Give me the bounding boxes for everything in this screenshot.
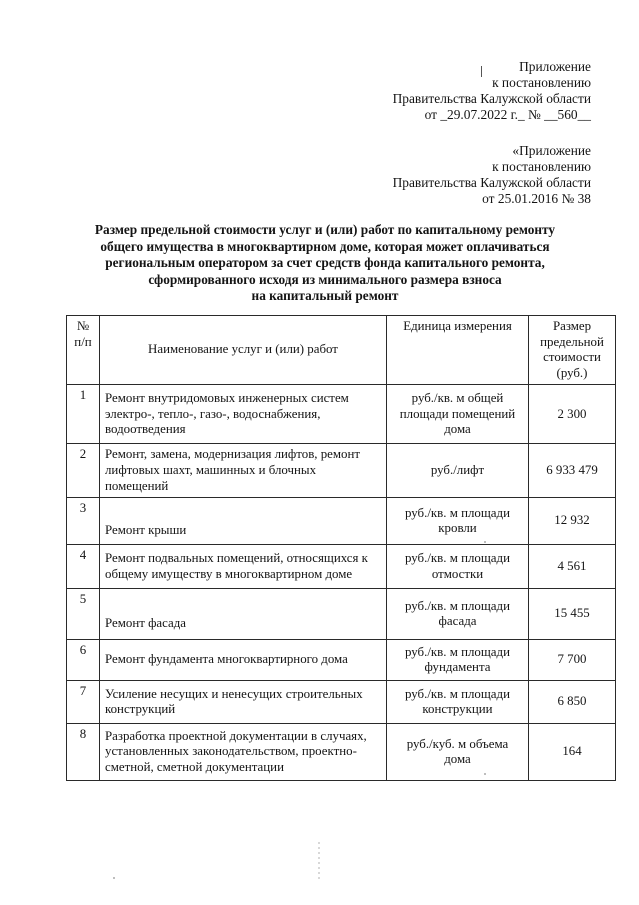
row-unit: руб./кв. м площади фасада [387, 589, 529, 640]
row-num: 7 [67, 681, 100, 724]
row-num: 1 [67, 385, 100, 444]
row-name: Разработка проектной документации в случаях, установленных законодательством, проектно-сметной, сметной документации [100, 724, 387, 781]
table-row [67, 589, 616, 640]
table-row [67, 681, 616, 724]
row-cost: 7 700 [529, 640, 616, 681]
row-cost: 164 [529, 724, 616, 781]
appendix-label: Приложение [519, 59, 591, 74]
resolution-label: к постановлению [492, 75, 591, 90]
row-num: 8 [67, 724, 100, 781]
resolution-date-number: от 25.01.2016 № 38 [482, 191, 591, 206]
row-unit: руб./кв. м площади конструкции [387, 681, 529, 724]
document-title [60, 222, 590, 305]
row-num: 4 [67, 545, 100, 589]
table-row [67, 724, 616, 781]
scan-speck [484, 773, 486, 775]
table-row [67, 545, 616, 589]
table-row [67, 498, 616, 545]
title-line: сформированного исходя из минимального размера взноса [148, 271, 502, 287]
cost-table [66, 315, 616, 781]
header-cost: Размер предельной стоимости (руб.) [529, 316, 616, 385]
appendix-header-old [393, 143, 591, 207]
table-row [67, 444, 616, 498]
row-unit: руб./кв. м общей площади помещений дома [387, 385, 529, 444]
row-unit: руб./куб. м объема дома [387, 724, 529, 781]
row-cost: 12 932 [529, 498, 616, 545]
table-row [67, 640, 616, 681]
row-num: 3 [67, 498, 100, 545]
government-label: Правительства Калужской области [392, 91, 591, 106]
row-num: 2 [67, 444, 100, 498]
row-cost: 4 561 [529, 545, 616, 589]
row-cost: 15 455 [529, 589, 616, 640]
row-name: Ремонт внутридомовых инженерных систем электро-, тепло-, газо-, водоснабжения, водоотведения [100, 385, 387, 444]
header-name: Наименование услуг и (или) работ [100, 316, 387, 385]
title-line: Размер предельной стоимости услуг и (или) работ по капитальному ремонту [94, 222, 556, 237]
table-row [67, 385, 616, 444]
header-num: № п/п [67, 316, 100, 385]
resolution-label: к постановлению [492, 159, 591, 174]
scan-artifact [318, 842, 320, 882]
title-line: общего имущества в многоквартирном доме, которая может оплачиваться [100, 238, 550, 254]
appendix-header-new [393, 59, 591, 123]
header-unit: Единица измерения [387, 316, 529, 385]
row-name: Ремонт, замена, модернизация лифтов, ремонт лифтовых шахт, машинных и блочных помещений [100, 444, 387, 498]
scan-speck [484, 541, 486, 543]
row-unit: руб./лифт [387, 444, 529, 498]
row-unit: руб./кв. м площади фундамента [387, 640, 529, 681]
row-unit: руб./кв. м площади кровли [387, 498, 529, 545]
appendix-label: «Приложение [512, 143, 591, 158]
row-cost: 6 933 479 [529, 444, 616, 498]
table-header-row [67, 316, 616, 385]
row-cost: 6 850 [529, 681, 616, 724]
row-num: 5 [67, 589, 100, 640]
scan-speck [113, 877, 115, 879]
title-line: региональным оператором за счет средств фонда капитального ремонта, [105, 255, 545, 270]
row-name: Ремонт крыши [100, 498, 387, 545]
row-name: Ремонт фундамента многоквартирного дома [100, 640, 387, 681]
title-line: на капитальный ремонт [251, 288, 399, 303]
resolution-date-number: от _29.07.2022 г._ № __560__ [424, 107, 591, 122]
row-name: Ремонт фасада [100, 589, 387, 640]
government-label: Правительства Калужской области [392, 175, 591, 190]
row-name: Усиление несущих и ненесущих строительных конструкций [100, 681, 387, 724]
row-name: Ремонт подвальных помещений, относящихся к общему имуществу в многоквартирном доме [100, 545, 387, 589]
row-num: 6 [67, 640, 100, 681]
row-cost: 2 300 [529, 385, 616, 444]
row-unit: руб./кв. м площади отмостки [387, 545, 529, 589]
